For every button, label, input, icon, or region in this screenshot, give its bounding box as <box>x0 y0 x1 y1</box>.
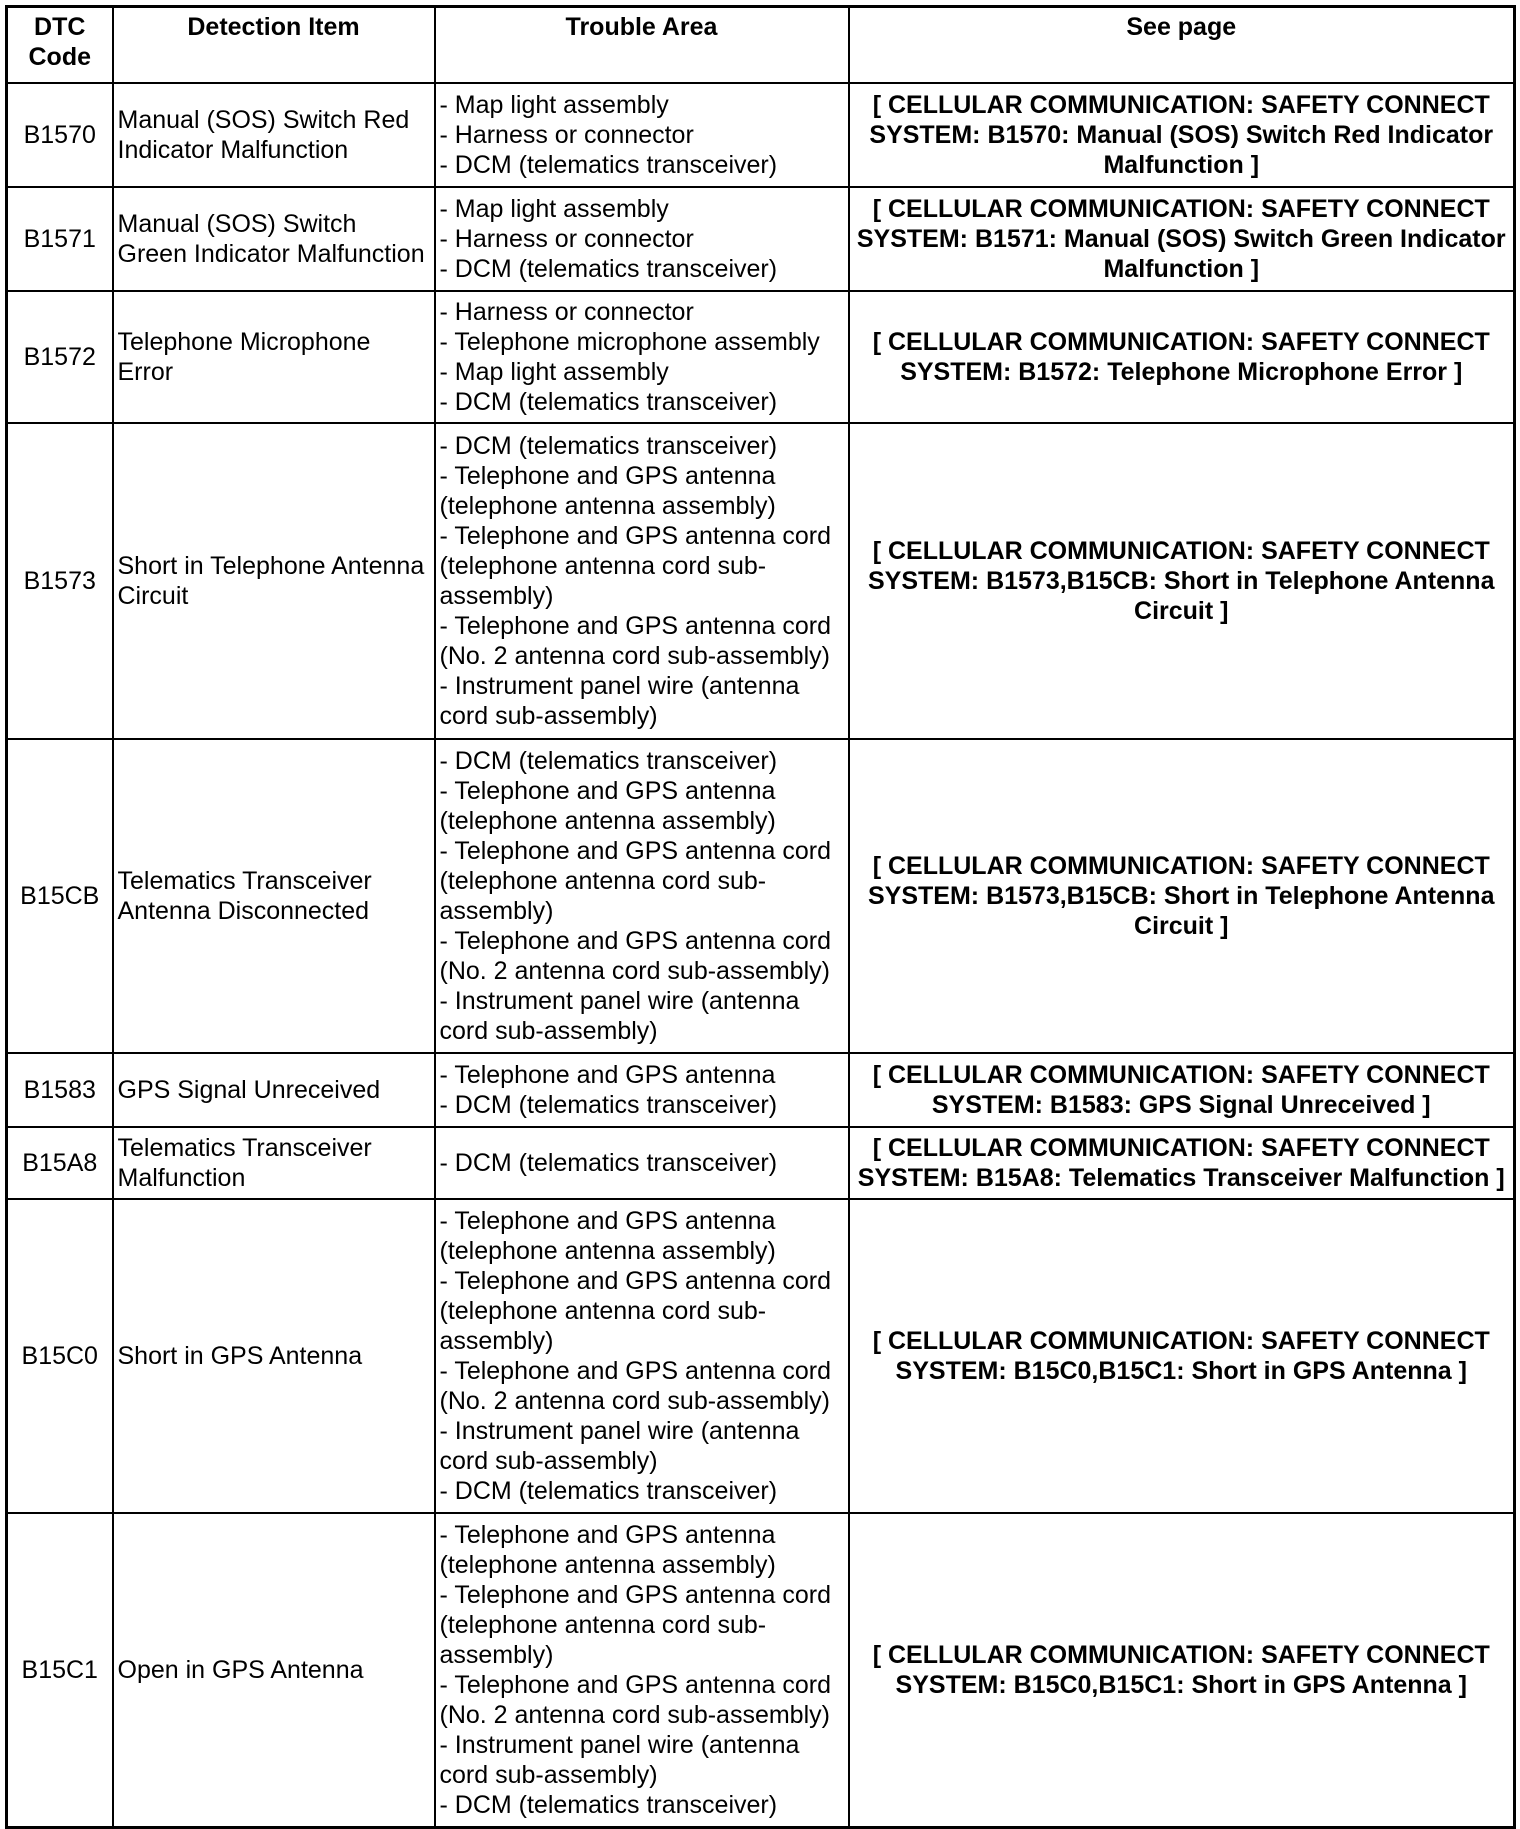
dtc-code-cell: B1583 <box>7 1053 113 1127</box>
detection-item-cell: Telephone Microphone Error <box>113 291 435 423</box>
dtc-code-cell: B15C0 <box>7 1199 113 1513</box>
trouble-area-item: - DCM (telematics transceiver) <box>439 1790 778 1819</box>
trouble-area-item: - Telephone and GPS antenna cord (telephone antenna cord sub-assembly) <box>439 1580 831 1669</box>
trouble-area-item: - Telephone and GPS antenna (telephone antenna assembly) <box>439 462 776 520</box>
trouble-area-item: - Telephone and GPS antenna cord (No. 2 antenna cord sub-assembly) <box>439 1357 831 1415</box>
trouble-area-item: - Map light assembly <box>439 195 669 223</box>
detection-item-cell: Telematics Transceiver Antenna Disconnected <box>113 739 435 1053</box>
trouble-area-cell <box>435 291 849 423</box>
see-page-link[interactable]: [ CELLULAR COMMUNICATION: SAFETY CONNECT SYSTEM: B1570: Manual (SOS) Switch Red Indicator Malfunction ] <box>849 83 1515 187</box>
see-page-link[interactable]: [ CELLULAR COMMUNICATION: SAFETY CONNECT SYSTEM: B1583: GPS Signal Unreceived ] <box>849 1053 1515 1127</box>
table-row <box>7 187 1515 291</box>
trouble-area-item: - Telephone and GPS antenna cord (telephone antenna cord sub-assembly) <box>439 1267 831 1355</box>
header-dtc-code-line2: Code <box>28 43 91 71</box>
trouble-area-item: - Harness or connector <box>439 121 694 149</box>
trouble-area-cell <box>435 1199 849 1513</box>
trouble-area-item: - DCM (telematics transceiver) <box>439 1091 778 1119</box>
header-detection-item: Detection Item <box>113 7 435 84</box>
trouble-area-item: - Instrument panel wire (antenna cord sub-assembly) <box>439 1417 800 1475</box>
trouble-area-cell <box>435 187 849 291</box>
trouble-area-cell <box>435 1127 849 1199</box>
see-page-link[interactable]: [ CELLULAR COMMUNICATION: SAFETY CONNECT SYSTEM: B1572: Telephone Microphone Error ] <box>849 291 1515 423</box>
trouble-area-item: - Telephone microphone assembly <box>439 328 820 356</box>
detection-item-cell: Manual (SOS) Switch Green Indicator Malfunction <box>113 187 435 291</box>
trouble-area-item: - DCM (telematics transceiver) <box>439 255 778 283</box>
trouble-area-cell <box>435 83 849 187</box>
table-row <box>7 1199 1515 1513</box>
trouble-area-item: - Instrument panel wire (antenna cord sub-assembly) <box>439 672 800 730</box>
trouble-area-item: - DCM (telematics transceiver) <box>439 747 778 775</box>
table-row <box>7 1053 1515 1127</box>
dtc-table <box>5 5 1516 1829</box>
dtc-code-cell: B15C1 <box>7 1513 113 1827</box>
trouble-area-cell <box>435 1513 849 1827</box>
trouble-area-item: - DCM (telematics transceiver) <box>439 1149 778 1177</box>
detection-item-cell: Telematics Transceiver Malfunction <box>113 1127 435 1199</box>
trouble-area-item: - DCM (telematics transceiver) <box>439 151 778 179</box>
see-page-link[interactable]: [ CELLULAR COMMUNICATION: SAFETY CONNECT SYSTEM: B15C0,B15C1: Short in GPS Antenna ] <box>849 1513 1515 1827</box>
header-dtc-code-line1: DTC <box>34 13 86 41</box>
detection-item-cell: Short in GPS Antenna <box>113 1199 435 1513</box>
dtc-code-cell: B1573 <box>7 423 113 739</box>
see-page-link[interactable]: [ CELLULAR COMMUNICATION: SAFETY CONNECT SYSTEM: B1573,B15CB: Short in Telephone Antenna Circuit ] <box>849 423 1515 739</box>
trouble-area-item: - Telephone and GPS antenna cord (telephone antenna cord sub-assembly) <box>439 837 831 925</box>
dtc-code-cell: B1572 <box>7 291 113 423</box>
trouble-area-cell <box>435 739 849 1053</box>
dtc-code-cell: B1571 <box>7 187 113 291</box>
trouble-area-item: - Map light assembly <box>439 358 669 386</box>
see-page-link[interactable]: [ CELLULAR COMMUNICATION: SAFETY CONNECT SYSTEM: B15A8: Telematics Transceiver Malfunction ] <box>849 1127 1515 1199</box>
trouble-area-cell <box>435 1053 849 1127</box>
trouble-area-item: - DCM (telematics transceiver) <box>439 388 778 416</box>
header-see-page: See page <box>849 7 1515 84</box>
trouble-area-item: - Telephone and GPS antenna cord (No. 2 antenna cord sub-assembly) <box>439 612 831 670</box>
trouble-area-item: - Instrument panel wire (antenna cord sub-assembly) <box>439 987 800 1045</box>
dtc-code-cell: B15CB <box>7 739 113 1053</box>
trouble-area-item: - Telephone and GPS antenna <box>439 1061 776 1089</box>
trouble-area-item: - Telephone and GPS antenna cord (telephone antenna cord sub-assembly) <box>439 522 831 610</box>
detection-item-cell: Manual (SOS) Switch Red Indicator Malfunction <box>113 83 435 187</box>
trouble-area-item: - DCM (telematics transceiver) <box>439 432 778 460</box>
detection-item-cell: Open in GPS Antenna <box>113 1513 435 1827</box>
table-row <box>7 1127 1515 1199</box>
table-row <box>7 83 1515 187</box>
table-row <box>7 1513 1515 1827</box>
table-row <box>7 291 1515 423</box>
see-page-link[interactable]: [ CELLULAR COMMUNICATION: SAFETY CONNECT SYSTEM: B1573,B15CB: Short in Telephone Antenna Circuit ] <box>849 739 1515 1053</box>
trouble-area-item: - Instrument panel wire (antenna cord sub-assembly) <box>439 1730 800 1789</box>
trouble-area-item: - DCM (telematics transceiver) <box>439 1477 778 1505</box>
dtc-code-cell: B1570 <box>7 83 113 187</box>
header-dtc-code <box>7 7 113 84</box>
trouble-area-item: - Telephone and GPS antenna cord (No. 2 antenna cord sub-assembly) <box>439 927 831 985</box>
header-row <box>7 7 1515 84</box>
detection-item-cell: GPS Signal Unreceived <box>113 1053 435 1127</box>
trouble-area-item: - Telephone and GPS antenna cord (No. 2 antenna cord sub-assembly) <box>439 1670 831 1729</box>
dtc-code-cell: B15A8 <box>7 1127 113 1199</box>
detection-item-cell: Short in Telephone Antenna Circuit <box>113 423 435 739</box>
trouble-area-item: - Harness or connector <box>439 225 694 253</box>
trouble-area-item: - Telephone and GPS antenna (telephone antenna assembly) <box>439 1520 776 1579</box>
header-trouble-area: Trouble Area <box>435 7 849 84</box>
trouble-area-item: - Map light assembly <box>439 91 669 119</box>
see-page-link[interactable]: [ CELLULAR COMMUNICATION: SAFETY CONNECT SYSTEM: B15C0,B15C1: Short in GPS Antenna ] <box>849 1199 1515 1513</box>
trouble-area-item: - Telephone and GPS antenna (telephone antenna assembly) <box>439 777 776 835</box>
table-row <box>7 423 1515 739</box>
see-page-link[interactable]: [ CELLULAR COMMUNICATION: SAFETY CONNECT SYSTEM: B1571: Manual (SOS) Switch Green Indicator Malfunction ] <box>849 187 1515 291</box>
trouble-area-item: - Telephone and GPS antenna (telephone antenna assembly) <box>439 1207 776 1265</box>
trouble-area-item: - Harness or connector <box>439 298 694 326</box>
trouble-area-cell <box>435 423 849 739</box>
table-row <box>7 739 1515 1053</box>
